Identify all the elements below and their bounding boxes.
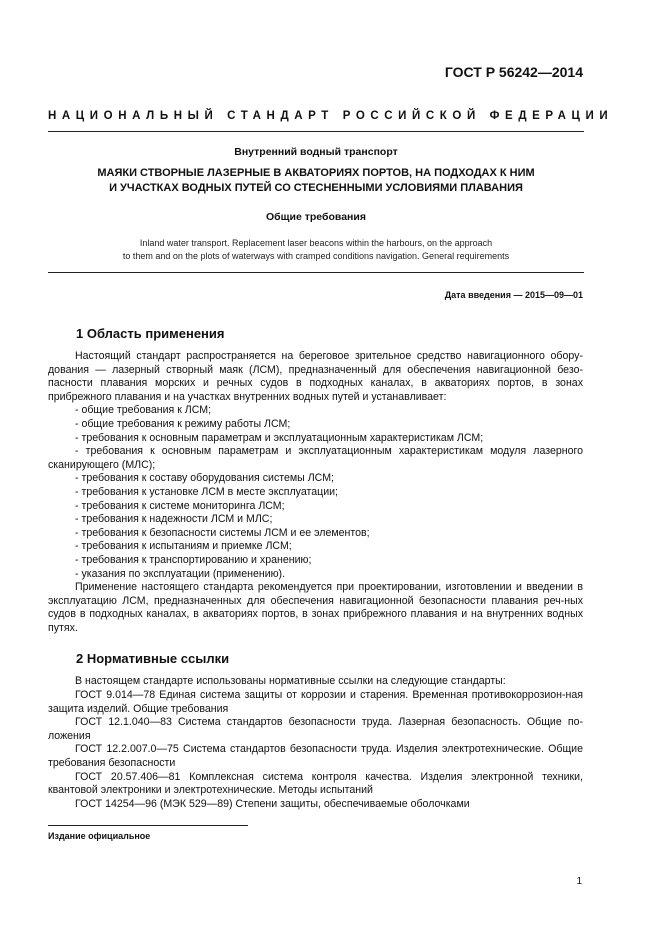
divider	[48, 272, 584, 273]
reference-item: ГОСТ 9.014—78 Единая система защиты от коррозии и старения. Временная противокоррозион-ная защита изделий. Общие требования	[48, 689, 583, 715]
page-number: 1	[576, 876, 582, 888]
divider	[48, 131, 584, 132]
list-item: - требования к установке ЛСМ в месте эксплуатации;	[75, 485, 338, 498]
paragraph: Применение настоящего стандарта рекомендуется при проектировании, изготовлении и введении в эксплуатацию ЛСМ, предназначенных для обеспечения навигационной безопасности плавания реч-ных судов в подходных каналах, в акваториях портов, в зонах прибрежного плавания и на внутренних водных путях.	[48, 581, 583, 634]
document-body	[48, 326, 583, 928]
paragraph: Настоящий стандарт распространяется на береговое зрительное средство навигационного обору-дования — лазерный створный маяк (ЛСМ), предназначенный для обеспечения навигационной безо-пасности плавания морских и речных судов в подходных каналах, в акваториях портов, в зонах прибрежного плавания и на участках внутренних водных путей и устанавливает:	[48, 350, 583, 403]
reference-item: ГОСТ 20.57.406—81 Комплексная система контроля качества. Изделия электронной техники, квантовой электроники и электротехнические. Методы испытаний	[48, 770, 583, 797]
list-item: - требования к основным параметрам и эксплуатационным характеристикам ЛСМ;	[75, 431, 484, 444]
standard-number: ГОСТ Р 56242—2014	[444, 64, 583, 80]
list-item: - требования к надежности ЛСМ и МЛС;	[75, 513, 273, 526]
english-title	[48, 237, 584, 263]
list-item: - требования к составу оборудования системы ЛСМ;	[75, 472, 334, 485]
list-item: - указания по эксплуатации (применению).	[75, 567, 286, 580]
list-item: - требования к системе мониторинга ЛСМ;	[75, 499, 285, 512]
list-item: - требования к безопасности системы ЛСМ и ее элементов;	[75, 526, 370, 539]
list-item: - общие требования к режиму работы ЛСМ;	[75, 417, 291, 430]
footer-divider	[48, 825, 248, 826]
section-1-body	[48, 350, 583, 635]
document-title	[48, 166, 584, 196]
english-line: Inland water transport. Replacement laser beacons within the harbours, on the approach	[139, 238, 493, 248]
section-2-heading: 2 Нормативные ссылки	[76, 651, 230, 667]
general-requirements: Общие требования	[266, 211, 366, 223]
list-item: - требования к испытаниям и приемке ЛСМ;	[75, 540, 292, 553]
paragraph: В настоящем стандарте использованы нормативные ссылки на следующие стандарты:	[75, 675, 506, 688]
official-edition: Издание официальное	[48, 831, 151, 842]
list-item: - требования к основным параметрам и эксплуатационным характеристикам модуля лазерного сканирующего (МЛС);	[48, 445, 583, 471]
reference-item: ГОСТ 14254—96 (МЭК 529—89) Степени защиты, обеспечиваемые оболочками	[75, 797, 470, 810]
introduction-date: Дата введения — 2015—09—01	[444, 290, 583, 300]
section-2-body	[48, 675, 583, 811]
list-item: - общие требования к ЛСМ;	[75, 404, 212, 417]
english-line: to them and on the plots of waterways with cramped conditions navigation. General requirements	[122, 251, 510, 261]
reference-item: ГОСТ 12.2.007.0—75 Система стандартов безопасности труда. Изделия электротехнические. Общие требования безопасности	[48, 743, 583, 770]
title-line: МАЯКИ СТВОРНЫЕ ЛАЗЕРНЫЕ В АКВАТОРИЯХ ПОРТОВ, НА ПОДХОДАХ К НИМ	[97, 167, 535, 179]
subject: Внутренний водный транспорт	[234, 146, 398, 158]
section-1-heading: 1 Область применения	[76, 326, 225, 341]
national-standard-heading: НАЦИОНАЛЬНЫЙ СТАНДАРТ РОССИЙСКОЙ ФЕДЕРАЦИИ	[48, 110, 614, 122]
list-item: - требования к транспортированию и хранению;	[75, 553, 312, 566]
reference-item: ГОСТ 12.1.040—83 Система стандартов безопасности труда. Лазерная безопасность. Общие по-ложения	[48, 716, 583, 742]
title-line: И УЧАСТКАХ ВОДНЫХ ПУТЕЙ СО СТЕСНЕННЫМИ УСЛОВИЯМИ ПЛАВАНИЯ	[109, 182, 523, 194]
